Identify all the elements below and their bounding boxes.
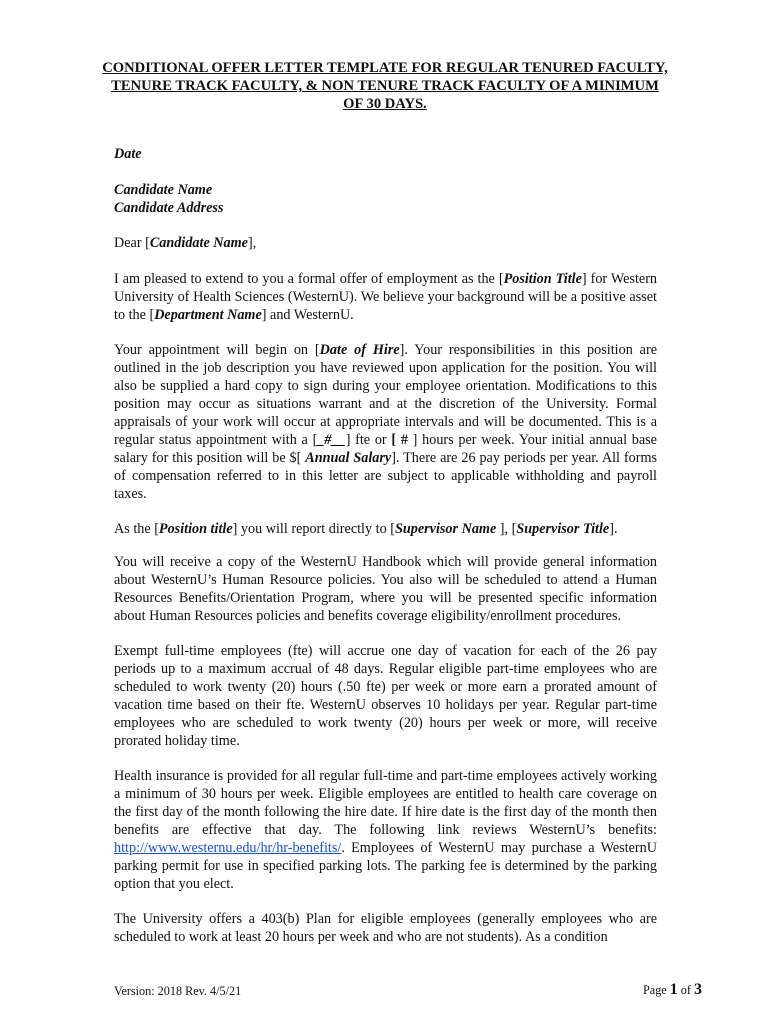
date-of-hire-placeholder: Date of Hire [319,342,400,358]
supervisor-name-placeholder: Supervisor Name [394,521,497,537]
greeting: Dear [Candidate Name], [114,235,257,251]
greeting-name-placeholder: Candidate Name [149,235,248,251]
appointment-paragraph: Your appointment will begin on [Date of Hire]. Your responsibilities in this position are outlined in the job description you have reviewed upon application for the position. You will also be supplied a hard copy to sign during your employee orientation. Modifications to this position may occur as situations warrant and at the discretion of the University. Formal appraisals of your work will occur at appropriate intervals and will be documented. This is a regular status appointment with a [_#__] fte or [ # ] hours per week. Your initial annual base salary for this position will be $[ Annual Salary]. There are 26 pay periods per year. All forms of compensation referred to in this letter are subject to applicable withholding and payroll taxes. [114,342,657,502]
date-placeholder: Date [114,146,142,162]
supervisor-title-placeholder: Supervisor Title [516,521,610,537]
retirement-paragraph: The University offers a 403(b) Plan for eligible employees (generally employees who are scheduled to work at least 20 hours per week and who are not students). As a condition [114,911,657,945]
handbook-paragraph: You will receive a copy of the WesternU Handbook which will provide general information about WesternU’s Human Resource policies. You also will be scheduled to attend a Human Resources Benefits/Orientation Program, where you will be presented specific information about Human Resources policies and benefits coverage eligibility/enrollment procedures. [114,554,657,624]
vacation-paragraph: Exempt full-time employees (fte) will accrue one day of vacation for each of the 26 pay periods up to a maximum accrual of 48 days. Regular eligible part-time employees who are scheduled to work twenty (20) hours (.50 fte) per week or more earn a prorated amount of vacation time based on their fte. WesternU observes 10 holidays per year. Regular part-time employees who are scheduled to work twenty (20) hours per week or more, will receive prorated holiday time. [114,643,657,749]
footer-page-number: Page 1 of 3 [643,981,702,998]
annual-salary-placeholder: Annual Salary [305,450,392,466]
department-name-placeholder: Department Name [154,307,262,323]
document-title: CONDITIONAL OFFER LETTER TEMPLATE FOR REGULAR TENURED FACULTY, TENURE TRACK FACULTY, & NON TENURE TRACK FACULTY OF A MINIMUM OF 30 DAYS. [102,60,668,112]
position-title-placeholder: Position Title [503,271,582,287]
fte-placeholder: _#__ [317,432,346,448]
benefits-link[interactable]: http://www.westernu.edu/hr/hr-benefits/ [114,840,342,856]
candidate-address-placeholder: Candidate Address [114,200,224,216]
position-title-placeholder-2: Position title [158,521,233,537]
footer-version: Version: 2018 Rev. 4/5/21 [114,984,242,998]
health-insurance-paragraph: Health insurance is provided for all regular full-time and part-time employees actively working a minimum of 30 hours per week. Eligible employees are entitled to health care coverage on the first day of the month following the hire date. If hire date is the first day of the month then benefits are effective that day. The following link reviews WesternU’s benefits: http://www.westernu.edu/hr/hr-benefits/. Employees of WesternU may purchase a WesternU parking permit for use in specified parking lots. The parking fee is determined by the parking option that you elect. [114,768,657,892]
offer-paragraph: I am pleased to extend to you a formal offer of employment as the [Position Title] for Western University of Health Sciences (WesternU). We believe your background will be a positive asset to the [Department Name] and WesternU. [114,271,658,323]
reporting-paragraph: As the [Position title] you will report directly to [Supervisor Name ], [Supervisor Title]. [114,521,618,537]
candidate-name-placeholder: Candidate Name [114,182,213,198]
hours-placeholder: [ # [391,432,408,448]
